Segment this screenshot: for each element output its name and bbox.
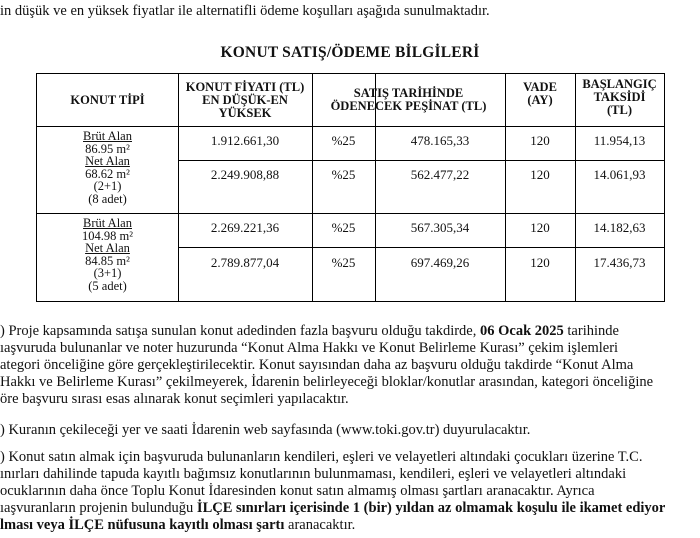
percent-cell: %25 xyxy=(331,133,356,148)
price-cell: 2.789.877,04 xyxy=(210,255,280,270)
header-downpayment: SATIŞ TARİHİNDE ÖDENECEK PEŞİNAT (TL) xyxy=(330,86,487,113)
price-cell: 2.269.221,36 xyxy=(210,220,280,235)
downpayment-cell: 478.165,33 xyxy=(410,133,470,148)
percent-cell: %25 xyxy=(331,167,356,182)
header-divider xyxy=(37,126,664,127)
downpayment-cell: 567.305,34 xyxy=(410,220,470,235)
row-divider xyxy=(178,247,664,248)
downpayment-cell: 562.477,22 xyxy=(410,167,470,182)
installment-cell: 14.061,93 xyxy=(593,167,646,182)
header-type: KONUT TİPİ xyxy=(70,93,145,107)
row-divider xyxy=(178,160,664,161)
header-price: KONUT FİYATI (TL) EN DÜŞÜK-EN YÜKSEK xyxy=(185,80,305,120)
installment-cell: 17.436,73 xyxy=(593,255,646,270)
installment-cell: 14.182,63 xyxy=(593,220,646,235)
paragraph-announcement: ) Kuranın çekileceği yer ve saati İdarenin web sayfasında (www.toki.gov.tr) duyurulacaktır. xyxy=(0,422,531,438)
paragraph-lottery: ) Proje kapsamında satışa sunulan konut adedinden fazla başvuru olduğu takdirde, 06 Ocak 2025 tarihinde ıaşvuruda bulunanlar ve noter huzurunda “Konut Alma Hakkı ve Konut Belirleme Kurası” çekim işlemleri ategori önceliğine göre gerçekleştirilecektir. Konut sayısından daha az başvuru olduğu takdirde “Konut Alma Hakkı ve Belirleme Kurası” çekilmeyerek, İdarenin belirleyeceği bloklar/konutlar arasından, kategori önceliğine öre başvuru sırası esas alınarak konut seçimleri yapılacaktır. xyxy=(0,323,654,407)
term-cell: 120 xyxy=(530,167,550,182)
price-cell: 1.912.661,30 xyxy=(210,133,280,148)
term-cell: 120 xyxy=(530,133,550,148)
downpayment-cell: 697.469,26 xyxy=(410,255,470,270)
paragraph-eligibility: ) Konut satın almak için başvuruda bulunanların kendileri, eşleri ve velayetleri altındaki çocukları üzerine T.C. ınırları dahilinde tapuda kayıtlı bağımsız konutlarının bulunmaması, kendileri, eşleri ve velayetleri altındaki ocuklarının daha önce Toplu Konut İdaresinden konut satın almamış olması şartları aranacaktır. Ayrıca ıaşvuranların projenin bulunduğu İLÇE sınırları içerisinde 1 (bir) yıldan az olmamak koşulu ile ikamet ediyor lması veya İLÇE nüfusuna kayıtlı olması şartı aranacaktır. xyxy=(0,449,666,533)
table-title: KONUT SATIŞ/ÖDEME BİLGİLERİ xyxy=(220,44,480,61)
installment-cell: 11.954,13 xyxy=(593,133,646,148)
header-term: VADE (AY) xyxy=(523,80,557,107)
intro-line: in düşük ve en yüksek fiyatlar ile alternatifli ödeme koşulları aşağıda sunulmaktadır. xyxy=(0,3,490,19)
sales-payment-table xyxy=(36,73,665,302)
term-cell: 120 xyxy=(530,220,550,235)
header-installment: BAŞLANGIÇ TAKSİDİ (TL) xyxy=(582,77,657,117)
percent-cell: %25 xyxy=(331,220,356,235)
group-divider xyxy=(37,213,664,214)
term-cell: 120 xyxy=(530,255,550,270)
type-cell-3plus1: Brüt Alan 104.98 m² Net Alan 84.85 m² (3+1) (5 adet) xyxy=(82,216,133,293)
price-cell: 2.249.908,88 xyxy=(210,167,280,182)
percent-cell: %25 xyxy=(331,255,356,270)
type-cell-2plus1: Brüt Alan 86.95 m² Net Alan 68.62 m² (2+1) (8 adet) xyxy=(83,129,132,206)
